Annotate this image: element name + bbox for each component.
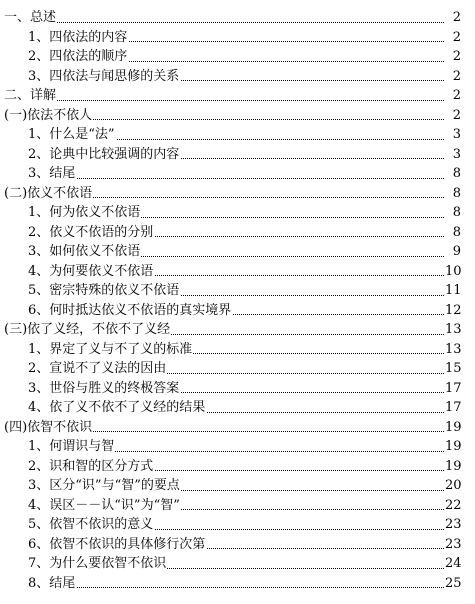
toc-entry-title: 1、界定了义与不了义的标准 — [28, 340, 193, 360]
toc-page-number: 24 — [445, 554, 461, 574]
dot-leader — [4, 22, 460, 23]
toc-subsection-entry[interactable] — [0, 281, 475, 301]
toc-page-number: 9 — [445, 242, 461, 262]
toc-page-number: 2 — [445, 47, 461, 67]
toc-page-number: 12 — [445, 301, 461, 321]
toc-subsection-entry[interactable] — [0, 535, 475, 555]
toc-page-number: 13 — [445, 340, 461, 360]
toc-entry-title: 2、依义不依语的分别 — [28, 223, 154, 243]
toc-entry-title: 8、结尾 — [28, 574, 76, 594]
toc-page-number: 23 — [445, 535, 461, 555]
toc-subsection-entry[interactable] — [0, 515, 475, 535]
toc-section-entry[interactable] — [0, 106, 475, 126]
toc-subsection-entry[interactable] — [0, 359, 475, 379]
toc-page-number: 3 — [445, 125, 461, 145]
toc-entry-title: (二)依义不依语 — [4, 184, 93, 204]
toc-page-number: 13 — [445, 320, 461, 340]
toc-entry-title: 2、论典中比较强调的内容 — [28, 145, 180, 165]
toc-subsection-entry[interactable] — [0, 301, 475, 321]
toc-entry-title: (四)依智不依识 — [4, 418, 93, 438]
toc-page-number: 2 — [445, 86, 461, 106]
dot-leader — [28, 178, 460, 179]
toc-subsection-entry[interactable] — [0, 340, 475, 360]
toc-subsection-entry[interactable] — [0, 47, 475, 67]
toc-entry-title: 3、结尾 — [28, 164, 76, 184]
toc-entry-title: 1、何谓识与智 — [28, 437, 115, 457]
toc-page-number: 10 — [445, 262, 461, 282]
toc-page-number: 2 — [445, 106, 461, 126]
toc-subsection-entry[interactable] — [0, 496, 475, 516]
toc-entry-title: 二、详解 — [4, 86, 57, 106]
toc-page-number: 8 — [445, 164, 461, 184]
toc-page-number: 3 — [445, 145, 461, 165]
toc-page-number: 8 — [445, 184, 461, 204]
toc-page-number: 8 — [445, 203, 461, 223]
toc-subsection-entry[interactable] — [0, 437, 475, 457]
toc-subsection-entry[interactable] — [0, 223, 475, 243]
toc-entry-title: 3、区分“识”与“智”的要点 — [28, 476, 181, 496]
toc-entry-title: 3、如何依义不依语 — [28, 242, 141, 262]
toc-page-number: 2 — [445, 28, 461, 48]
table-of-contents — [0, 8, 475, 593]
dot-leader — [4, 100, 460, 101]
toc-subsection-entry[interactable] — [0, 242, 475, 262]
toc-page-number: 2 — [445, 67, 461, 87]
toc-subsection-entry[interactable] — [0, 554, 475, 574]
toc-entry-title: 5、密宗特殊的依义不依语 — [28, 281, 180, 301]
toc-page-number: 15 — [445, 359, 461, 379]
toc-page-number: 11 — [445, 281, 461, 301]
toc-page-number: 2 — [445, 8, 461, 28]
toc-entry-title: 一、总述 — [4, 8, 57, 28]
toc-subsection-entry[interactable] — [0, 476, 475, 496]
toc-entry-title: 1、什么是“法” — [28, 125, 116, 145]
toc-entry-title: 4、误区－－认“识”为“智” — [28, 496, 181, 516]
toc-entry-title: 2、识和智的区分方式 — [28, 457, 154, 477]
toc-entry-title: 2、四依法的顺序 — [28, 47, 128, 67]
toc-page-number: 22 — [445, 496, 461, 516]
toc-entry-title: 2、宣说不了义法的因由 — [28, 359, 167, 379]
toc-entry-title: 5、依智不依识的意义 — [28, 515, 154, 535]
toc-page-number: 20 — [445, 476, 461, 496]
toc-page-number: 17 — [445, 379, 461, 399]
toc-entry-title: 7、为什么要依智不依识 — [28, 554, 167, 574]
toc-page-number: 23 — [445, 515, 461, 535]
toc-subsection-entry[interactable] — [0, 125, 475, 145]
toc-entry-title: 1、四依法的内容 — [28, 28, 128, 48]
toc-entry-title: (一)依法不依人 — [4, 106, 93, 126]
toc-subsection-entry[interactable] — [0, 164, 475, 184]
toc-subsection-entry[interactable] — [0, 67, 475, 87]
dot-leader — [28, 587, 460, 588]
toc-page-number: 25 — [445, 574, 461, 594]
toc-subsection-entry[interactable] — [0, 28, 475, 48]
toc-section-entry[interactable] — [0, 418, 475, 438]
toc-subsection-entry[interactable] — [0, 457, 475, 477]
toc-subsection-entry[interactable] — [0, 398, 475, 418]
toc-entry-title: (三)依了义经，不依不了义经 — [4, 320, 171, 340]
toc-subsection-entry[interactable] — [0, 262, 475, 282]
toc-section-entry[interactable] — [0, 184, 475, 204]
toc-page-number: 19 — [445, 457, 461, 477]
toc-section-entry[interactable] — [0, 86, 475, 106]
toc-page-number: 19 — [445, 418, 461, 438]
toc-subsection-entry[interactable] — [0, 145, 475, 165]
toc-section-entry[interactable] — [0, 8, 475, 28]
toc-subsection-entry[interactable] — [0, 203, 475, 223]
toc-section-entry[interactable] — [0, 320, 475, 340]
toc-page-number: 8 — [445, 223, 461, 243]
toc-subsection-entry[interactable] — [0, 379, 475, 399]
toc-entry-title: 4、依了义不依不了义经的结果 — [28, 398, 206, 418]
toc-entry-title: 1、何为依义不依语 — [28, 203, 141, 223]
toc-entry-title: 3、世俗与胜义的终极答案 — [28, 379, 180, 399]
toc-page-number: 17 — [445, 398, 461, 418]
toc-subsection-entry[interactable] — [0, 574, 475, 594]
toc-entry-title: 6、何时抵达依义不依语的真实境界 — [28, 301, 232, 321]
toc-entry-title: 3、四依法与闻思修的关系 — [28, 67, 180, 87]
toc-entry-title: 4、为何要依义不依语 — [28, 262, 154, 282]
toc-page-number: 19 — [445, 437, 461, 457]
toc-entry-title: 6、依智不依识的具体修行次第 — [28, 535, 206, 555]
